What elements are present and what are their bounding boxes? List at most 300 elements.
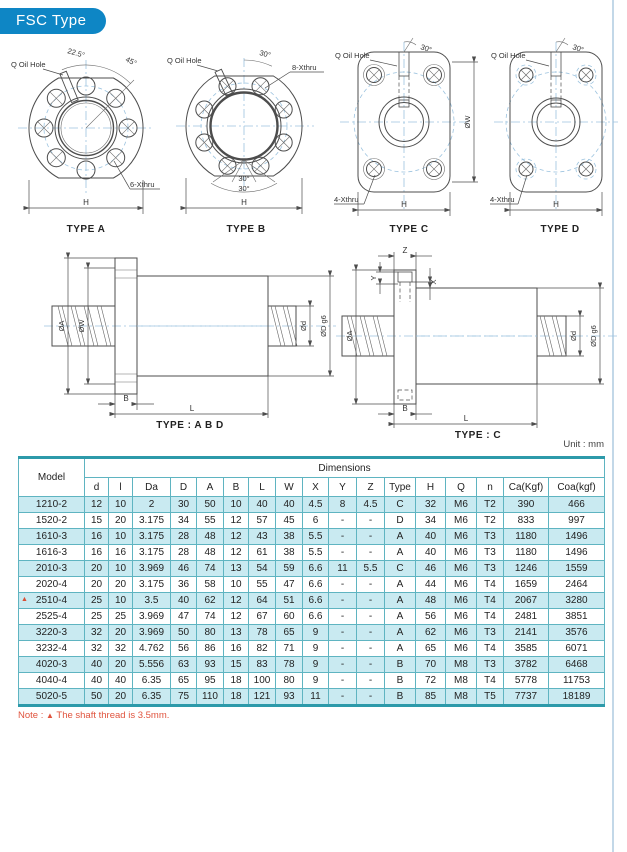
dim-cell: 5.5	[303, 545, 329, 561]
dim-cell: 70	[416, 657, 446, 673]
dim-cell: 48	[197, 529, 224, 545]
dim-cell: 43	[249, 529, 276, 545]
dim-cell: 11	[329, 561, 357, 577]
dim-cell: T3	[477, 561, 504, 577]
dim-cell: 28	[171, 529, 197, 545]
table-row	[19, 609, 605, 625]
model-cell: 3220-3	[19, 625, 85, 641]
dim-cell: 74	[197, 561, 224, 577]
dim-cell: 50	[197, 497, 224, 513]
col-header-d: d	[85, 478, 109, 497]
dim-cell: 32	[109, 641, 133, 657]
dim-cell: 38	[276, 545, 303, 561]
dim-cell: -	[357, 577, 385, 593]
dim-cell: A	[385, 625, 416, 641]
dim-cell: 12	[224, 545, 249, 561]
y-dim-label: Y	[369, 275, 378, 281]
dim-cell: 833	[504, 513, 549, 529]
col-header-y: Y	[329, 478, 357, 497]
dim-cell: 40	[109, 673, 133, 689]
dim-cell: 93	[276, 689, 303, 706]
dim-cell: -	[329, 609, 357, 625]
dim-cell: 12	[85, 497, 109, 513]
dim-cell: 11	[303, 689, 329, 706]
dim-cell: 20	[109, 513, 133, 529]
dim-cell: 10	[109, 561, 133, 577]
type-a-caption: TYPE A	[66, 224, 106, 235]
dim-cell: 32	[85, 641, 109, 657]
dim-cell: T4	[477, 641, 504, 657]
dim-cell: M8	[446, 673, 477, 689]
dim-cell: M6	[446, 641, 477, 657]
model-header: Model	[19, 458, 85, 497]
dim-cell: 6071	[549, 641, 605, 657]
dim-cell: 85	[416, 689, 446, 706]
dia-a-label: ØA	[57, 320, 66, 332]
dim-cell: 13	[224, 561, 249, 577]
dim-cell: B	[385, 673, 416, 689]
dim-cell: -	[329, 545, 357, 561]
dim-cell: 36	[171, 577, 197, 593]
dia-w-label: ØW	[77, 319, 86, 333]
dim-cell: 1180	[504, 545, 549, 561]
model-cell: 4040-4	[19, 673, 85, 689]
dim-cell: -	[329, 673, 357, 689]
dim-cell: 3.969	[133, 609, 171, 625]
b-dim-label: B	[402, 404, 408, 413]
dim-cell: 58	[197, 577, 224, 593]
dim-cell: 3585	[504, 641, 549, 657]
h-dim-label: H	[241, 198, 247, 207]
dim-cell: 30	[171, 497, 197, 513]
dim-cell: 15	[224, 657, 249, 673]
dim-cell: -	[357, 689, 385, 706]
dim-cell: 56	[171, 641, 197, 657]
dim-cell: T3	[477, 625, 504, 641]
dim-cell: 3.5	[133, 593, 171, 609]
model-cell: ▲ 2510-4	[19, 593, 85, 609]
dim-cell: T3	[477, 529, 504, 545]
thru-label: 4-Xthru	[490, 195, 515, 204]
dim-cell: 78	[249, 625, 276, 641]
dim-cell: -	[357, 673, 385, 689]
dim-cell: 6468	[549, 657, 605, 673]
oil-hole-label: Q Oil Hole	[335, 51, 370, 60]
dim-cell: 16	[224, 641, 249, 657]
dim-cell: T5	[477, 689, 504, 706]
dim-cell: 1496	[549, 545, 605, 561]
model-cell: 1610-3	[19, 529, 85, 545]
dim-cell: 80	[197, 625, 224, 641]
dim-cell: M8	[446, 657, 477, 673]
dim-cell: -	[329, 577, 357, 593]
dim-cell: 47	[171, 609, 197, 625]
dim-cell: 59	[276, 561, 303, 577]
dim-cell: 1180	[504, 529, 549, 545]
dim-cell: M6	[446, 561, 477, 577]
row-triangle-marker: ▲	[21, 596, 28, 603]
dim-cell: 5778	[504, 673, 549, 689]
dim-cell: 56	[416, 609, 446, 625]
dim-cell: 6.35	[133, 673, 171, 689]
dim-cell: 55	[249, 577, 276, 593]
dim-cell: -	[329, 641, 357, 657]
dim-cell: 9	[303, 625, 329, 641]
dim-cell: A	[385, 545, 416, 561]
angle-label-45: 45°	[124, 54, 139, 68]
dim-cell: 34	[171, 513, 197, 529]
side-view-abd-caption: TYPE : A B D	[156, 420, 224, 431]
table-row	[19, 641, 605, 657]
dia-d-small-label: Ød	[299, 320, 308, 332]
dim-cell: M6	[446, 625, 477, 641]
dim-cell: 8	[329, 497, 357, 513]
table-row	[19, 545, 605, 561]
dim-cell: -	[357, 593, 385, 609]
dim-cell: 65	[416, 641, 446, 657]
dim-cell: 5.5	[303, 529, 329, 545]
dim-cell: 18189	[549, 689, 605, 706]
table-row	[19, 529, 605, 545]
dim-cell: 20	[109, 625, 133, 641]
dim-cell: C	[385, 561, 416, 577]
table-row	[19, 657, 605, 673]
col-header-l: L	[249, 478, 276, 497]
dim-cell: M6	[446, 593, 477, 609]
note-triangle-marker: ▲	[46, 711, 54, 720]
dim-cell: 55	[197, 513, 224, 529]
table-row	[19, 497, 605, 513]
l-dim-label: L	[463, 414, 469, 423]
dim-cell: C	[385, 497, 416, 513]
dim-cell: 1559	[549, 561, 605, 577]
dim-cell: 72	[416, 673, 446, 689]
col-header-da: Da	[133, 478, 171, 497]
col-header-w: W	[276, 478, 303, 497]
model-cell: 2010-3	[19, 561, 85, 577]
type-a-drawing	[10, 36, 162, 222]
dim-cell: 2067	[504, 593, 549, 609]
dim-cell: 18	[224, 673, 249, 689]
dim-cell: 40	[276, 497, 303, 513]
angle-label-top: 30°	[419, 42, 433, 55]
dim-cell: 16	[85, 529, 109, 545]
dim-cell: 466	[549, 497, 605, 513]
thru-label: 4-Xthru	[334, 195, 359, 204]
h-dim-label: H	[83, 198, 89, 207]
dim-cell: 20	[85, 561, 109, 577]
h-dim-label: H	[553, 200, 559, 209]
dim-cell: -	[357, 625, 385, 641]
dim-cell: 20	[85, 577, 109, 593]
type-c-drawing	[334, 36, 484, 222]
dim-cell: 9	[303, 641, 329, 657]
dim-cell: 20	[109, 657, 133, 673]
dim-cell: 10	[224, 577, 249, 593]
dim-cell: 10	[109, 497, 133, 513]
x-dim-label: X	[429, 279, 438, 285]
dim-cell: -	[357, 641, 385, 657]
dim-cell: 83	[249, 657, 276, 673]
dim-cell: 6.6	[303, 593, 329, 609]
oil-hole-label: Q Oil Hole	[167, 56, 202, 65]
dia-a-label: ØA	[345, 330, 354, 342]
dim-cell: -	[357, 529, 385, 545]
b-dim-label: B	[123, 394, 129, 403]
z-dim-label: Z	[402, 246, 408, 255]
dim-cell: A	[385, 609, 416, 625]
dim-cell: 71	[276, 641, 303, 657]
dim-cell: 34	[416, 513, 446, 529]
dimensions-table	[18, 456, 605, 707]
dim-cell: -	[329, 529, 357, 545]
col-header-coakgf: Coa(kgf)	[549, 478, 605, 497]
table-row	[19, 561, 605, 577]
dim-cell: 25	[85, 593, 109, 609]
dim-cell: 6.6	[303, 577, 329, 593]
dim-cell: 32	[416, 497, 446, 513]
l-dim-label: L	[189, 404, 195, 413]
dim-cell: -	[329, 625, 357, 641]
dim-cell: 2481	[504, 609, 549, 625]
angle-label-bottom2: 30°	[238, 184, 250, 193]
h-dim-label: H	[401, 200, 407, 209]
col-header-a: A	[197, 478, 224, 497]
dim-cell: 3.969	[133, 625, 171, 641]
dimensions-header: Dimensions	[85, 458, 605, 478]
type-b-drawing	[166, 36, 326, 222]
model-cell: 1210-2	[19, 497, 85, 513]
side-view-c-drawing	[332, 244, 624, 430]
unit-label: Unit : mm	[563, 439, 604, 450]
side-view-abd-drawing	[40, 246, 340, 418]
dim-cell: M8	[446, 689, 477, 706]
dim-cell: A	[385, 593, 416, 609]
dim-cell: 20	[109, 689, 133, 706]
dim-cell: T4	[477, 673, 504, 689]
col-header-h: H	[416, 478, 446, 497]
table-row	[19, 673, 605, 689]
dim-cell: 44	[416, 577, 446, 593]
table-row	[19, 513, 605, 529]
dim-cell: 51	[276, 593, 303, 609]
dim-cell: 46	[171, 561, 197, 577]
dim-cell: 2464	[549, 577, 605, 593]
dim-cell: 48	[197, 545, 224, 561]
dim-cell: 3.175	[133, 529, 171, 545]
dim-cell: 9	[303, 657, 329, 673]
dim-cell: 75	[171, 689, 197, 706]
dim-cell: 5.5	[357, 561, 385, 577]
dim-cell: 3851	[549, 609, 605, 625]
dim-cell: 11753	[549, 673, 605, 689]
dia-d-small-label: Ød	[569, 330, 578, 342]
dim-cell: 1496	[549, 529, 605, 545]
dim-cell: 7737	[504, 689, 549, 706]
col-header-d: D	[171, 478, 197, 497]
dim-cell: -	[329, 513, 357, 529]
dim-cell: T4	[477, 593, 504, 609]
model-cell: 4020-3	[19, 657, 85, 673]
dim-cell: 60	[276, 609, 303, 625]
oil-hole-label: Q Oil Hole	[11, 60, 46, 69]
dim-cell: -	[329, 593, 357, 609]
dim-cell: 48	[416, 593, 446, 609]
dim-cell: 40	[416, 545, 446, 561]
dim-cell: 50	[85, 689, 109, 706]
col-header-n: n	[477, 478, 504, 497]
dim-cell: -	[357, 513, 385, 529]
angle-label-top: 30°	[258, 48, 272, 60]
dim-cell: 54	[249, 561, 276, 577]
dim-cell: -	[329, 689, 357, 706]
dia-w-label: ØW	[463, 115, 472, 129]
thru-label: 6-Xthru	[130, 180, 155, 189]
dim-cell: -	[329, 657, 357, 673]
side-view-c-caption: TYPE : C	[454, 430, 502, 441]
model-cell: 3232-4	[19, 641, 85, 657]
table-row	[19, 625, 605, 641]
model-cell: 1520-2	[19, 513, 85, 529]
dim-cell: 4.762	[133, 641, 171, 657]
dim-cell: 65	[276, 625, 303, 641]
type-c-caption: TYPE C	[389, 224, 429, 235]
dim-cell: 12	[224, 529, 249, 545]
dim-cell: 38	[276, 529, 303, 545]
col-header-l: l	[109, 478, 133, 497]
dim-cell: A	[385, 529, 416, 545]
dim-cell: 1659	[504, 577, 549, 593]
dim-cell: 121	[249, 689, 276, 706]
dim-cell: 3.969	[133, 561, 171, 577]
dim-cell: T3	[477, 545, 504, 561]
dim-cell: 18	[224, 689, 249, 706]
table-row	[19, 577, 605, 593]
dim-cell: 12	[224, 609, 249, 625]
dim-cell: 3576	[549, 625, 605, 641]
dim-cell: 50	[171, 625, 197, 641]
dim-cell: 10	[109, 529, 133, 545]
dim-cell: 6.6	[303, 609, 329, 625]
dim-cell: 64	[249, 593, 276, 609]
dim-cell: 82	[249, 641, 276, 657]
dim-cell: 20	[109, 577, 133, 593]
angle-label-bottom1: 30°	[238, 174, 250, 183]
col-header-q: Q	[446, 478, 477, 497]
dim-cell: A	[385, 641, 416, 657]
dim-cell: 28	[171, 545, 197, 561]
dim-cell: 6.6	[303, 561, 329, 577]
dim-cell: -	[357, 609, 385, 625]
dim-cell: 25	[85, 609, 109, 625]
model-cell: 1616-3	[19, 545, 85, 561]
dim-cell: 63	[171, 657, 197, 673]
dim-cell: -	[357, 657, 385, 673]
page-title: FSC Type	[0, 8, 106, 34]
dim-cell: 78	[276, 657, 303, 673]
dim-cell: 46	[416, 561, 446, 577]
note-prefix: Note :	[18, 710, 44, 721]
dim-cell: 3.175	[133, 577, 171, 593]
dim-cell: 16	[109, 545, 133, 561]
dim-cell: 32	[85, 625, 109, 641]
dia-d-label: ØD g6	[589, 325, 598, 347]
dim-cell: 9	[303, 673, 329, 689]
dim-cell: T2	[477, 497, 504, 513]
dim-cell: M6	[446, 529, 477, 545]
col-header-type: Type	[385, 478, 416, 497]
dim-cell: 13	[224, 625, 249, 641]
dim-cell: 74	[197, 609, 224, 625]
dim-cell: D	[385, 513, 416, 529]
dim-cell: M6	[446, 513, 477, 529]
angle-label-top: 30°	[571, 42, 585, 55]
dim-cell: 61	[249, 545, 276, 561]
dim-cell: 67	[249, 609, 276, 625]
thru-label: 8-Xthru	[292, 63, 317, 72]
col-header-z: Z	[357, 478, 385, 497]
dim-cell: 15	[85, 513, 109, 529]
dim-cell: 40	[85, 657, 109, 673]
model-cell: 5020-5	[19, 689, 85, 706]
dim-cell: B	[385, 657, 416, 673]
dim-cell: 47	[276, 577, 303, 593]
dim-cell: 100	[249, 673, 276, 689]
dim-cell: 3.175	[133, 513, 171, 529]
dim-cell: 390	[504, 497, 549, 513]
dim-cell: 997	[549, 513, 605, 529]
dim-cell: 10	[109, 593, 133, 609]
dim-cell: 62	[197, 593, 224, 609]
dim-cell: T2	[477, 513, 504, 529]
dim-cell: 1246	[504, 561, 549, 577]
model-cell: 2525-4	[19, 609, 85, 625]
dim-cell: 12	[224, 513, 249, 529]
dim-cell: B	[385, 689, 416, 706]
dim-cell: 5.556	[133, 657, 171, 673]
dim-cell: 12	[224, 593, 249, 609]
dim-cell: 4.5	[303, 497, 329, 513]
dim-cell: T3	[477, 657, 504, 673]
dim-cell: M6	[446, 577, 477, 593]
note-body: The shaft thread is 3.5mm.	[56, 710, 170, 721]
dim-cell: 95	[197, 673, 224, 689]
dia-d-label: ØD g6	[319, 315, 328, 337]
model-cell: 2020-4	[19, 577, 85, 593]
dim-cell: 40	[249, 497, 276, 513]
dim-cell: 25	[109, 609, 133, 625]
dim-cell: 16	[85, 545, 109, 561]
dim-cell: 86	[197, 641, 224, 657]
dim-cell: 40	[85, 673, 109, 689]
dim-cell: 10	[224, 497, 249, 513]
dim-cell: 6.35	[133, 689, 171, 706]
dim-cell: 80	[276, 673, 303, 689]
table-row	[19, 689, 605, 706]
dim-cell: 45	[276, 513, 303, 529]
dim-cell: M6	[446, 545, 477, 561]
type-d-caption: TYPE D	[540, 224, 580, 235]
dim-cell: 4.5	[357, 497, 385, 513]
table-row	[19, 593, 605, 609]
oil-hole-label: Q Oil Hole	[491, 51, 526, 60]
col-header-b: B	[224, 478, 249, 497]
dim-cell: 6	[303, 513, 329, 529]
col-header-cakgf: Ca(Kgf)	[504, 478, 549, 497]
dim-cell: -	[357, 545, 385, 561]
dim-cell: 57	[249, 513, 276, 529]
dim-cell: 62	[416, 625, 446, 641]
